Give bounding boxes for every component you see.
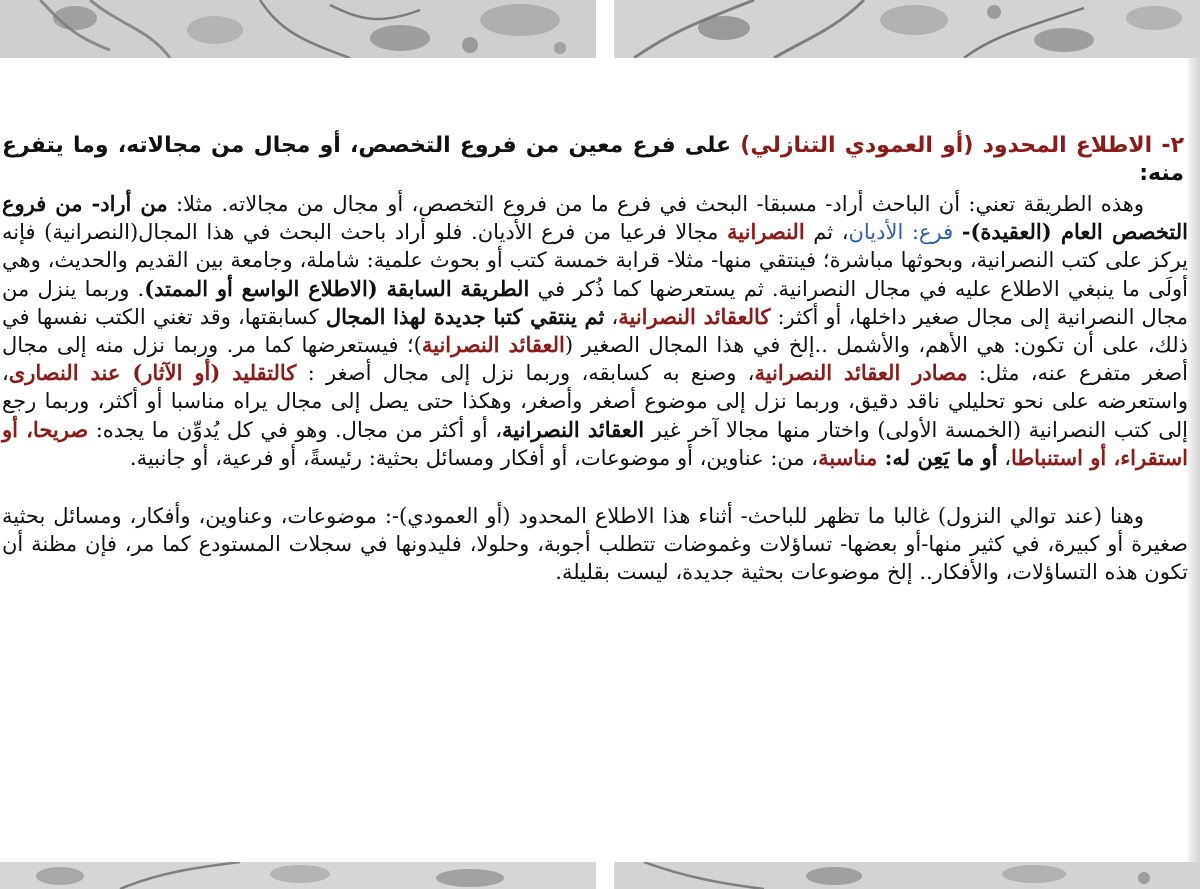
text-run: وهنا (عند توالي النزول) غالبا ما تظهر للباحث- أثناء هذا الاطلاع المحدود (أو العمودي)-: موضوعات، وعناوين، وأفكار، ومسائل بحثية صغيرة أو كبيرة، في كثير منها-أو بعضها- تساؤلات وغموضات تتطلب أجوبة، وحلولا، فليدونها في سجلات المستودع كما مر، فإن مظنة أن تكون هذه التساؤلات، والأفكار.. إلخ موضوعات بحثية جديدة، ليست بقليلة. [2,504,1188,585]
document-body [2,132,1188,587]
text-run: . وربما ينزل من مجال النصرانية إلى مجال صغير داخلها، أو أكثر: [2,276,1188,329]
text-run: ، [604,304,619,329]
band-gap [596,0,614,58]
text-run: ، من: عناوين، أو موضوعات، أو أفكار ومسائل بحثية: رئيسةً، أو فرعية، أو جانبية. [129,445,819,470]
decorative-floral-pattern [614,862,1200,889]
paragraph-2 [2,502,1188,587]
text-run: وهذه الطريقة تعني: أن الباحث أراد- مسبقا- البحث في فرع ما من فروع التخصص، أو مجال من مجالاته. مثلا: [167,192,1144,216]
text-run-highlight: صريحا، أو استقراء، أو استنباطا [2,416,1188,470]
heading-number: ٢- [1152,133,1184,158]
page-edge-shadow [1188,58,1200,862]
text-run-bold: ثم ينتقي كتبا جديدة لهذا المجال [325,303,605,329]
text-run-highlight: كالعقائد النصرانية [618,303,771,329]
heading-subtitle: على فرع معين من فروع التخصص، أو مجال من مجالاته، وما يتفرع منه: [2,133,1184,186]
top-decorative-band [0,0,1200,58]
paragraph-spacer [2,472,1188,502]
decorative-floral-pattern [0,862,596,889]
text-run-highlight: مناسبة [818,444,878,470]
heading-title: الاطلاع المحدود (أو العمودي التنازلي) [740,133,1153,158]
decorative-floral-pattern [614,0,1200,58]
text-run: ، [997,445,1011,470]
text-run: ، واستعرضه على نحو تحليلي ناقد دقيق، وربما نزل إلى موضوع أصغر وأصغر، وهكذا حتى يصل إلى مجال يراه مناسبا أو أكثر، وربما رجع إلى كتب النصرانية (الخمسة الأولى) واختار منها مجالا آخر غير [2,361,1188,442]
band-gap [596,862,614,889]
text-run: )؛ فيستعرضها كما مر. وربما نزل منه إلى مجال أصغر متفرع عنه، مثل: [2,333,1188,386]
text-run-highlight: مصادر العقائد النصرانية [754,360,968,386]
text-run-bold: من أراد- من فروع التخصص العام (العقيدة)- [2,191,1189,245]
text-run-bold: الطريقة السابقة (الاطلاع الواسع أو الممتد) [144,275,530,301]
text-run-highlight: العقائد النصرانية [421,332,565,358]
section-heading [2,132,1188,188]
paragraph-1 [2,190,1188,472]
text-run: ، وصنع به كسابقه، وربما نزل إلى مجال أصغر : [296,361,755,386]
text-run-bold: أو ما يَعِن له: [877,444,998,470]
text-run [953,220,962,244]
text-run-highlight: كالتقليد (أو الآثار) عند النصارى [8,360,297,386]
text-run: ، ثم [804,220,849,245]
text-run: مجالا فرعيا من فرع الأديان. فلو أراد باحث البحث في هذا المجال(النصرانية) فإنه يركز على كتب النصرانية، وبحوثها مباشرة؛ فينتقي منها- مثلا- قرابة خمسة كتب أو بحوث علمية: شاملة، وجامعة بين القديم والحديث، وهي أولَى ما ينبغي الاطلاع عليه في مجال النصرانية. ثم يستعرضها كما ذُكر في [2,220,1188,301]
text-run: كسابقتها، وقد تغني الكتب نفسها في ذلك، على أن تكون: هي الأهم، والأشمل ..إلخ في هذا المجال الصغير ( [2,304,1188,358]
text-run-blue: فرع: الأديان [848,220,954,245]
bottom-decorative-band [0,862,1200,889]
text-run-highlight: النصرانية [727,219,805,245]
text-run-bold: العقائد النصرانية [502,416,645,442]
text-run: ، أو أكثر من مجال. وهو في كل يُدوِّن ما يجده: [88,417,503,442]
decorative-floral-pattern [0,0,596,58]
